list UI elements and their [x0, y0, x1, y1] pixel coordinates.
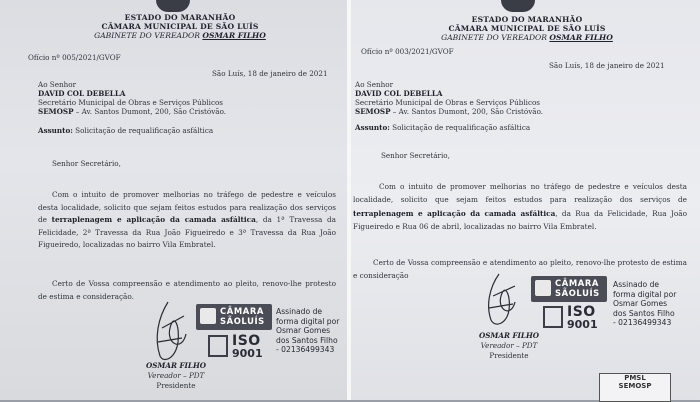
body-text-2: , da Rua da Felicidade, Rua João Figueiredo e Rua 06 de abril, localizadas no bairro Vila Embratel. [353, 208, 687, 231]
body-text-bold: terraplenagem e aplicação da camada asfáltica [51, 215, 256, 225]
subject-line [355, 122, 530, 134]
letterhead-councillor: OSMAR FILHO [202, 31, 266, 40]
iso-check-icon [543, 306, 563, 328]
letterhead-councillor: OSMAR FILHO [549, 33, 613, 42]
iso-check-icon [208, 335, 228, 357]
camara-logo [531, 276, 607, 302]
signer-name: OSMAR FILHO [478, 331, 540, 340]
signer-title: Presidente [156, 381, 196, 390]
letterhead-state: ESTADO DO MARANHÃO [471, 15, 583, 24]
letter-closing: Certo de Vossa compreensão e atendimento ao pleito, renovo-lhe protesto de estima e consideração. [38, 279, 336, 301]
iso-label: ISO [567, 304, 596, 320]
stamp-line: PMSL [624, 374, 646, 382]
recipient-salutation: Ao Senhor [38, 80, 77, 89]
recipient-address: – Av. Santos Dumont, 200, São Cristóvão. [390, 107, 544, 116]
recipient-org: SEMOSP [38, 107, 74, 116]
digital-sig-line: Osmar Gomes [613, 299, 668, 308]
stamp-line: SEMOSP [618, 382, 652, 390]
digital-sig-line: - 02136499343 [613, 318, 672, 327]
letter-closing: Certo de Vossa compreensão e atendimento ao pleito, renovo-lhe protesto de estima e consideração [353, 258, 687, 280]
recipient-block [38, 80, 226, 116]
coat-of-arms-icon [156, 0, 190, 12]
signer-role: Vereador – PDT [480, 341, 538, 350]
letterhead [407, 15, 647, 42]
digital-sig-line: Assinado de [613, 280, 660, 289]
oficio-number: Ofício nº 005/2021/GVOF [28, 53, 121, 62]
logo-word-2: SÃOLUÍS [220, 316, 265, 326]
logo-word-1: CÂMARA [555, 278, 599, 288]
handwritten-signature [148, 298, 192, 368]
signer-block [469, 331, 549, 361]
coat-of-arms-icon [501, 0, 535, 12]
letterhead-chamber: CÂMARA MUNICIPAL DE SÃO LUÍS [101, 22, 259, 31]
iso-number: 9001 [567, 318, 598, 331]
subject-text: Solicitação de requalificação asfáltica [389, 123, 531, 132]
letter-page-left [0, 0, 347, 400]
camara-emblem-icon [200, 308, 216, 324]
protocol-stamp [599, 373, 671, 402]
letterhead-office: GABINETE DO VEREADOR [94, 31, 203, 40]
body-text-bold: terraplenagem e aplicação da camada asfáltica [353, 208, 556, 218]
oficio-number: Ofício nº 003/2021/GVOF [361, 47, 454, 56]
digital-sig-line: - 02136499343 [276, 345, 335, 354]
recipient-name: DAVID COL DEBELLA [355, 89, 443, 98]
digital-sig-line: forma digital por [613, 289, 677, 299]
iso-number: 9001 [232, 347, 263, 360]
body-text-2: , da 1ª Travessa da Felicidade, 2ª Travessa da Rua João Figueiredo e 3ª Travessa da Rua João Figueiredo, localizadas no bairro Vila Embratel. [38, 215, 336, 250]
letter-page-right [351, 0, 700, 400]
camara-logo [196, 304, 272, 330]
iso-badge [208, 333, 268, 361]
logo-word-2: SÃOLUÍS [555, 288, 600, 298]
camara-emblem-icon [535, 280, 551, 296]
digital-sig-line: Osmar Gomes [276, 326, 331, 335]
digital-signature-note [613, 280, 676, 328]
signer-title: Presidente [489, 351, 529, 360]
recipient-name: DAVID COL DEBELLA [38, 89, 126, 98]
recipient-address: – Av. Santos Dumont, 200, São Cristóvão. [73, 107, 227, 116]
logo-word-1: CÂMARA [220, 306, 264, 316]
letter-body [353, 180, 687, 233]
recipient-org: SEMOSP [355, 107, 391, 116]
letterhead [60, 13, 300, 40]
signer-role: Vereador – PDT [147, 371, 205, 380]
iso-badge [543, 304, 603, 332]
recipient-role: Secretário Municipal de Obras e Serviços Públicos [355, 98, 540, 107]
subject-line [38, 125, 213, 137]
letter-salutation: Senhor Secretário, [52, 159, 121, 168]
letter-body [38, 189, 336, 252]
subject-text: Solicitação de requalificação asfáltica [72, 126, 214, 135]
body-text-1: Com o intuito de promover melhorias no tráfego de pedestre e veículos desta localidade, solicito que sejam feitos estudos para realização dos serviços de [353, 182, 687, 205]
letter-salutation: Senhor Secretário, [381, 151, 450, 160]
letterhead-state: ESTADO DO MARANHÃO [124, 13, 236, 22]
letter-date: São Luís, 18 de janeiro de 2021 [212, 69, 328, 78]
letterhead-chamber: CÂMARA MUNICIPAL DE SÃO LUÍS [448, 24, 606, 33]
digital-signature-note [276, 307, 339, 355]
recipient-salutation: Ao Senhor [355, 80, 394, 89]
digital-sig-line: dos Santos Filho [613, 308, 675, 318]
iso-label: ISO [232, 333, 261, 349]
letterhead-office: GABINETE DO VEREADOR [441, 33, 550, 42]
digital-sig-line: dos Santos Filho [276, 335, 338, 345]
subject-label: Assunto: [38, 126, 73, 135]
body-text-1: Com o intuito de promover melhorias no tráfego de pedestre e veículos desta localidade, solicito que sejam feitos estudos para realização dos serviços de [38, 190, 336, 225]
handwritten-signature [481, 270, 521, 332]
subject-label: Assunto: [355, 123, 390, 132]
recipient-role: Secretário Municipal de Obras e Serviços Públicos [38, 98, 223, 107]
digital-sig-line: forma digital por [276, 316, 340, 326]
signer-name: OSMAR FILHO [145, 361, 207, 370]
digital-sig-line: Assinado de [276, 307, 323, 316]
recipient-block [355, 80, 543, 116]
signer-block [136, 361, 216, 391]
letter-date: São Luís, 18 de janeiro de 2021 [549, 61, 665, 70]
